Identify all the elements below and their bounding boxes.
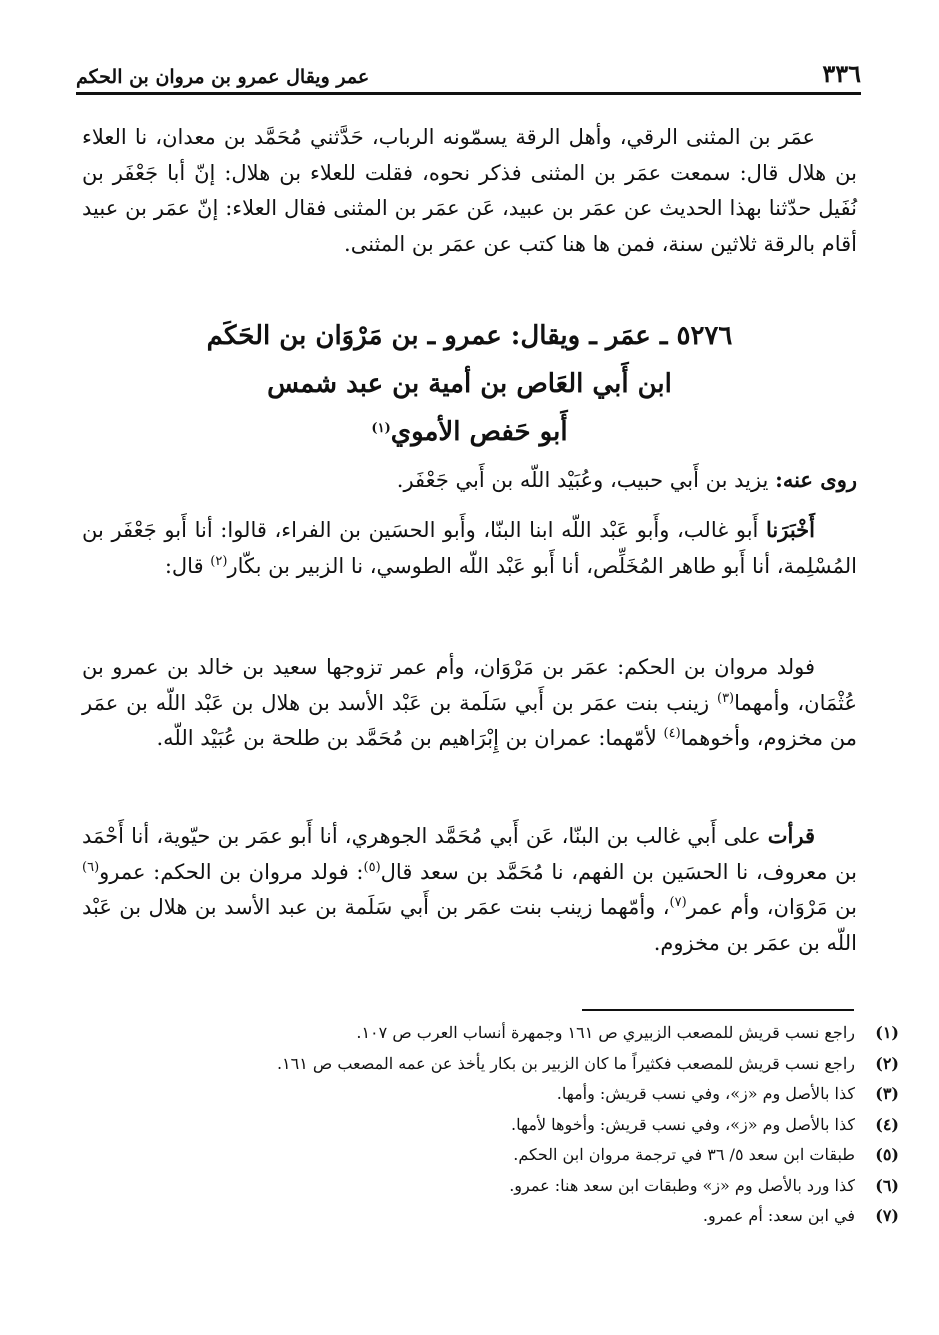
footnote-number: (٤) [875,1114,899,1134]
footnote-ref: (٣) [716,690,735,706]
narrators-line [82,462,857,499]
lineage-paragraph [82,650,857,757]
footnote-3 [82,1079,899,1110]
footnote-number: (٥) [875,1145,899,1164]
footnote-4 [82,1110,899,1141]
running-head: عمر ويقال عمرو بن مروان بن الحكم [76,66,370,88]
entry-title [82,312,857,456]
footnote-text: كذا ورد بالأصل وم «ز» وطبقات ابن سعد هنا: عمرو. [509,1175,855,1195]
footnote-number: (٣) [875,1084,899,1103]
footnote-text: كذا بالأصل وم «ز»، وفي نسب قريش: وأمها. [556,1084,855,1103]
footnote-number: (١) [875,1023,899,1042]
lineage-part: لأمّهما: عمران بن إِبْرَاهيم بن مُحَمَّد بن طلحة بن عُبَيْد اللّه. [156,726,664,750]
footnote-1 [82,1018,899,1049]
lineage-part: فولد مروان بن الحكم: عمَر بن مَرْوَان، وأم عمر تزوجها سعيد بن خالد بن عمرو بن عُثْمَان، وأمهما [82,655,857,715]
intro-text: عمَر بن المثنى الرقي، وأهل الرقة يسمّونه الرباب، حَدَّثني مُحَمَّد بن معدان، نا العلاء بن هلال قال: سمعت عمَر بن المثنى فذكر نحوه، فقلت للعلاء بن هلال: إنّ أبا جَعْفَر بن نُفَيل حدّثنا بهذا الحديث عن عمَر بن عبيد، عَن عمَر بن المثنى فقال العلاء: إنّ عمَر بن عبيد أقام بالرقة ثلاثين سنة، فمن ها هنا كتب عن عمَر بن المثنى. [82,125,857,256]
intro-paragraph [82,120,857,262]
footnote-divider [582,1009,854,1011]
footnote-ref: (٦) [82,859,100,875]
riwaya-text: يزيد بن أَبي حبيب، وعُبَيْد اللّه بن أَبي جَعْفَر. [396,468,776,492]
entry-title-line-3 [82,408,857,456]
kunya-text: أَبو حَفص الأموي [390,417,568,447]
footnote-number: (٧) [875,1206,899,1225]
isnad-text [82,512,857,584]
footnote-7 [82,1201,899,1232]
footnote-ref: (٤) [663,726,681,742]
ibn-saad-text [82,818,857,961]
footnote-text: طبقات ابن سعد ٥/ ٣٦ في ترجمة مروان ابن الحكم. [513,1145,855,1164]
footnote-5 [82,1140,899,1171]
entry-title-line-2: ابن أَبي العَاص بن أمية بن عبد شمس [267,369,672,399]
footnote-6 [82,1171,899,1202]
akhbarana-lead: أَخْبَرَنا [766,517,815,542]
footnote-text: كذا بالأصل وم «ز»، وفي نسب قريش: وأخوها لأمها. [511,1114,855,1134]
isnad-paragraph [82,512,857,584]
qara-part: على أَبي غالب بن البنّا، عَن أَبي مُحَمَّد الجوهري، أنا أَبو عمَر بن حيّوية، أنا أَحْمَد بن معروف، نا الحسَين بن الفهم، نا مُحَمَّد بن سعد قال [82,824,857,884]
ibn-saad-paragraph [82,818,857,961]
akhbarana-text: أَبو غالب، وأَبو عَبْد اللّه ابنا البنّا، وأَبو الحسَين بن الفراء، قالوا: أنا أَبو جَعْفَر بن المُسْلِمة، أنا أَبو طاهر المُخَلِّص، أنا أَبو عَبْد اللّه الطوسي، نا الزبير بن بكّار [82,518,857,578]
footnote-number: (٦) [875,1175,899,1195]
footnote-text: راجع نسب قريش للمصعب فكثيراً ما كان الزبير بن بكار يأخذ عن عمه المصعب ص ١٦١. [276,1053,855,1073]
footnote-2 [82,1049,899,1080]
page-header [76,58,861,95]
qara-part: ، وأمّهما زينب بنت عمَر بن أَبي سَلَمة بن عبد الأسد بن هلال بن عَبْد اللّه بن عمَر بن مخزوم. [82,895,857,955]
riwaya-lead: روى عنه: [775,467,857,492]
page-number: ٣٣٦ [822,59,861,88]
footnote-text: في ابن سعد: أم عمرو. [702,1206,855,1225]
qara-part: بن مَرْوَان، وأم عمر [686,895,858,919]
akhbarana-tail: قال: [164,553,211,578]
footnote-ref: (١) [371,421,391,437]
narrators-paragraph [82,462,857,499]
lineage-part: زينب بنت عمَر بن أَبي سَلَمة بن عَبْد الأسد بن هلال بن عَبْد اللّه بن عمَر من مخزوم، وأخوهما [82,690,857,750]
entry-title-line-1: ٥٢٧٦ ـ عمَر ـ ويقال: عمرو ـ بن مَرْوَان بن الحَكَم [206,321,733,351]
footnote-ref: (٥) [363,859,381,875]
qara-lead: قرأت [767,823,815,848]
footnote-ref: (٢) [210,553,228,569]
qara-part: : فولد مروان بن الحكم: عمرو [99,859,364,884]
footnote-text: راجع نسب قريش للمصعب الزبيري ص ١٦١ وجمهرة أنساب العرب ص ١٠٧. [356,1023,855,1042]
footnote-number: (٢) [875,1053,899,1073]
footnotes [82,1018,899,1232]
lineage-text [82,650,857,757]
footnote-ref: (٧) [669,895,687,911]
